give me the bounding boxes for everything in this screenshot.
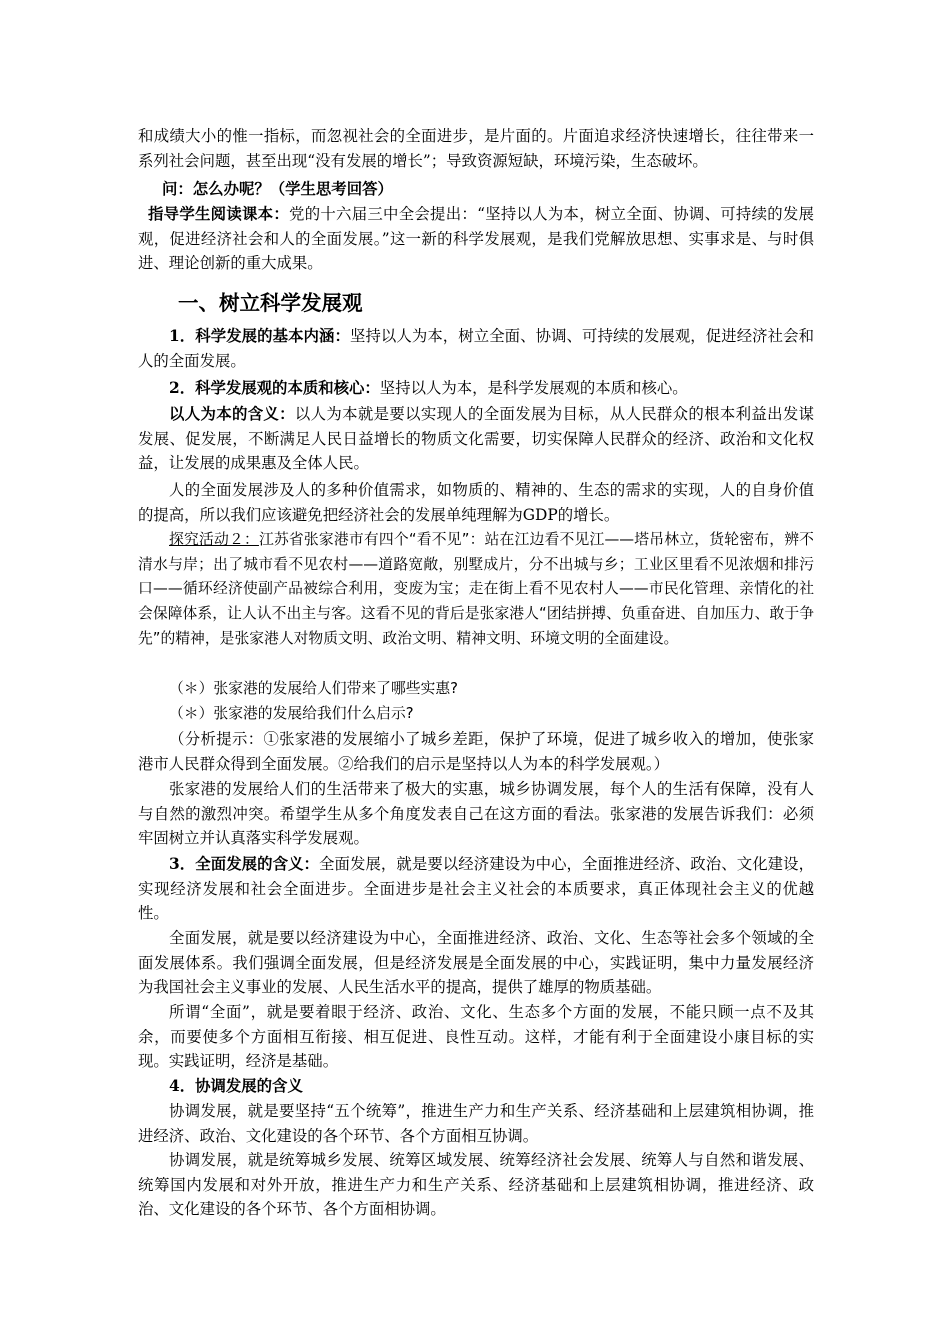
essence-label: 2．科学发展观的本质和核心：: [169, 379, 380, 397]
people-oriented-text: 以人为本就是要以实现人的全面发展为目标，从人民群众的根本利益出发谋发展、促发展，不断满足人民日益增长的物质文化需要，切实保障人民群众的经济、政治和文化权益，让发展的成果惠及全体人民。: [138, 405, 814, 473]
essence-paragraph: [138, 376, 814, 401]
question-1: （＊）张家港的发展给人们带来了哪些实惠?: [169, 680, 458, 697]
needs-paragraph: 人的全面发展涉及人的多种价值需求，如物质的、精神的、生态的需求的实现，人的自身价值的提高，所以我们应该避免把经济社会的发展单纯理解为GDP的增长。: [138, 481, 814, 524]
section-heading: 一、树立科学发展观: [178, 291, 363, 315]
people-oriented-label: 以人为本的含义：: [169, 405, 295, 423]
activity-label: 探究活动２：: [169, 531, 259, 548]
comprehensive-paragraph: [138, 852, 814, 926]
question-line: 问：怎么办呢？（学生思考回答）: [162, 180, 393, 198]
guide-paragraph: [138, 202, 814, 276]
basic-meaning-text: 坚持以人为本，树立全面、协调、可持续的发展观，促进经济社会和人的全面发展。: [138, 327, 814, 370]
guide-text: 党的十六届三中全会提出：“坚持以人为本，树立全面、协调、可持续的发展观，促进经济社会和人的全面发展。”这一新的科学发展观，是我们党解放思想、实事求是、与时俱进、理论创新的重大成果。: [138, 205, 814, 273]
essence-text: 坚持以人为本，是科学发展观的本质和核心。: [379, 379, 688, 397]
coordinated-paragraph-2: 协调发展，就是统筹城乡发展、统筹区域发展、统筹经济社会发展、统筹人与自然和谐发展、统筹国内发展和对外开放，推进生产力和生产关系、经济基础和上层建筑相协调，推进经济、政治、文化建设的各个环节、各个方面相协调。: [138, 1151, 814, 1219]
question-2: （＊）张家港的发展给我们什么启示?: [169, 705, 414, 722]
activity-paragraph: [138, 528, 814, 652]
intro-paragraph: 和成绩大小的惟一指标，而忽视社会的全面进步，是片面的。片面追求经济快速增长，往往带来一系列社会问题，甚至出现“没有发展的增长”；导致资源短缺，环境污染，生态破坏。: [138, 127, 814, 170]
comprehensive-paragraph-2: 全面发展，就是要以经济建设为中心，全面推进经济、政治、文化、生态等社会多个领域的全面发展体系。我们强调全面发展，但是经济发展是全面发展的中心，实践证明，集中力量发展经济为我国社会主义事业的发展、人民生活水平的提高，提供了雄厚的物质基础。: [138, 929, 814, 997]
activity-text: 江苏省张家港市有四个“看不见”：站在江边看不见江——塔吊林立，货轮密布，辨不清水与岸；出了城市看不见农村——道路宽敞，别墅成片，分不出城与乡；工业区里看不见浓烟和排污口——循环经济使副产品被综合利用，变废为宝；走在街上看不见农村人——市民化管理、亲情化的社会保障体系，让人认不出主与客。这看不见的背后是张家港人“团结拼搏、负重奋进、自加压力、敢于争先”的精神，是张家港人对物质文明、政治文明、精神文明、环境文明的全面建设。: [138, 531, 814, 647]
people-oriented-paragraph: [138, 402, 814, 476]
basic-meaning-label: 1．科学发展的基本内涵：: [169, 327, 350, 345]
zhangjiagang-paragraph: 张家港的发展给人们的生活带来了极大的实惠，城乡协调发展，每个人的生活有保障，没有人与自然的激烈冲突。希望学生从多个角度发表自己在这方面的看法。张家港的发展告诉我们：必须牢固树立并认真落实科学发展观。: [138, 780, 814, 848]
coordinated-paragraph-1: 协调发展，就是要坚持“五个统筹”，推进生产力和生产关系、经济基础和上层建筑相协调，推进经济、政治、文化建设的各个环节、各个方面相互协调。: [138, 1102, 814, 1145]
analysis-hint: （分析提示：①张家港的发展缩小了城乡差距，保护了环境，促进了城乡收入的增加，使张家港市人民群众得到全面发展。②给我们的启示是坚持以人为本的科学发展观。）: [138, 730, 814, 773]
comprehensive-text: 全面发展，就是要以经济建设为中心，全面推进经济、政治、文化建设，实现经济发展和社会全面进步。全面进步是社会主义社会的本质要求，真正体现社会主义的优越性。: [138, 855, 814, 923]
coordinated-heading: 4．协调发展的含义: [169, 1077, 303, 1095]
basic-meaning-paragraph: [138, 324, 814, 373]
comprehensive-label: 3．全面发展的含义：: [169, 855, 320, 873]
comprehensive-paragraph-3: 所谓“全面”，就是要着眼于经济、政治、文化、生态多个方面的发展，不能只顾一点不及其余，而要使多个方面相互衔接、相互促进、良性互动。这样，才能有利于全面建设小康目标的实现。实践证明，经济是基础。: [138, 1003, 814, 1071]
guide-label: 指导学生阅读课本：: [148, 205, 290, 223]
